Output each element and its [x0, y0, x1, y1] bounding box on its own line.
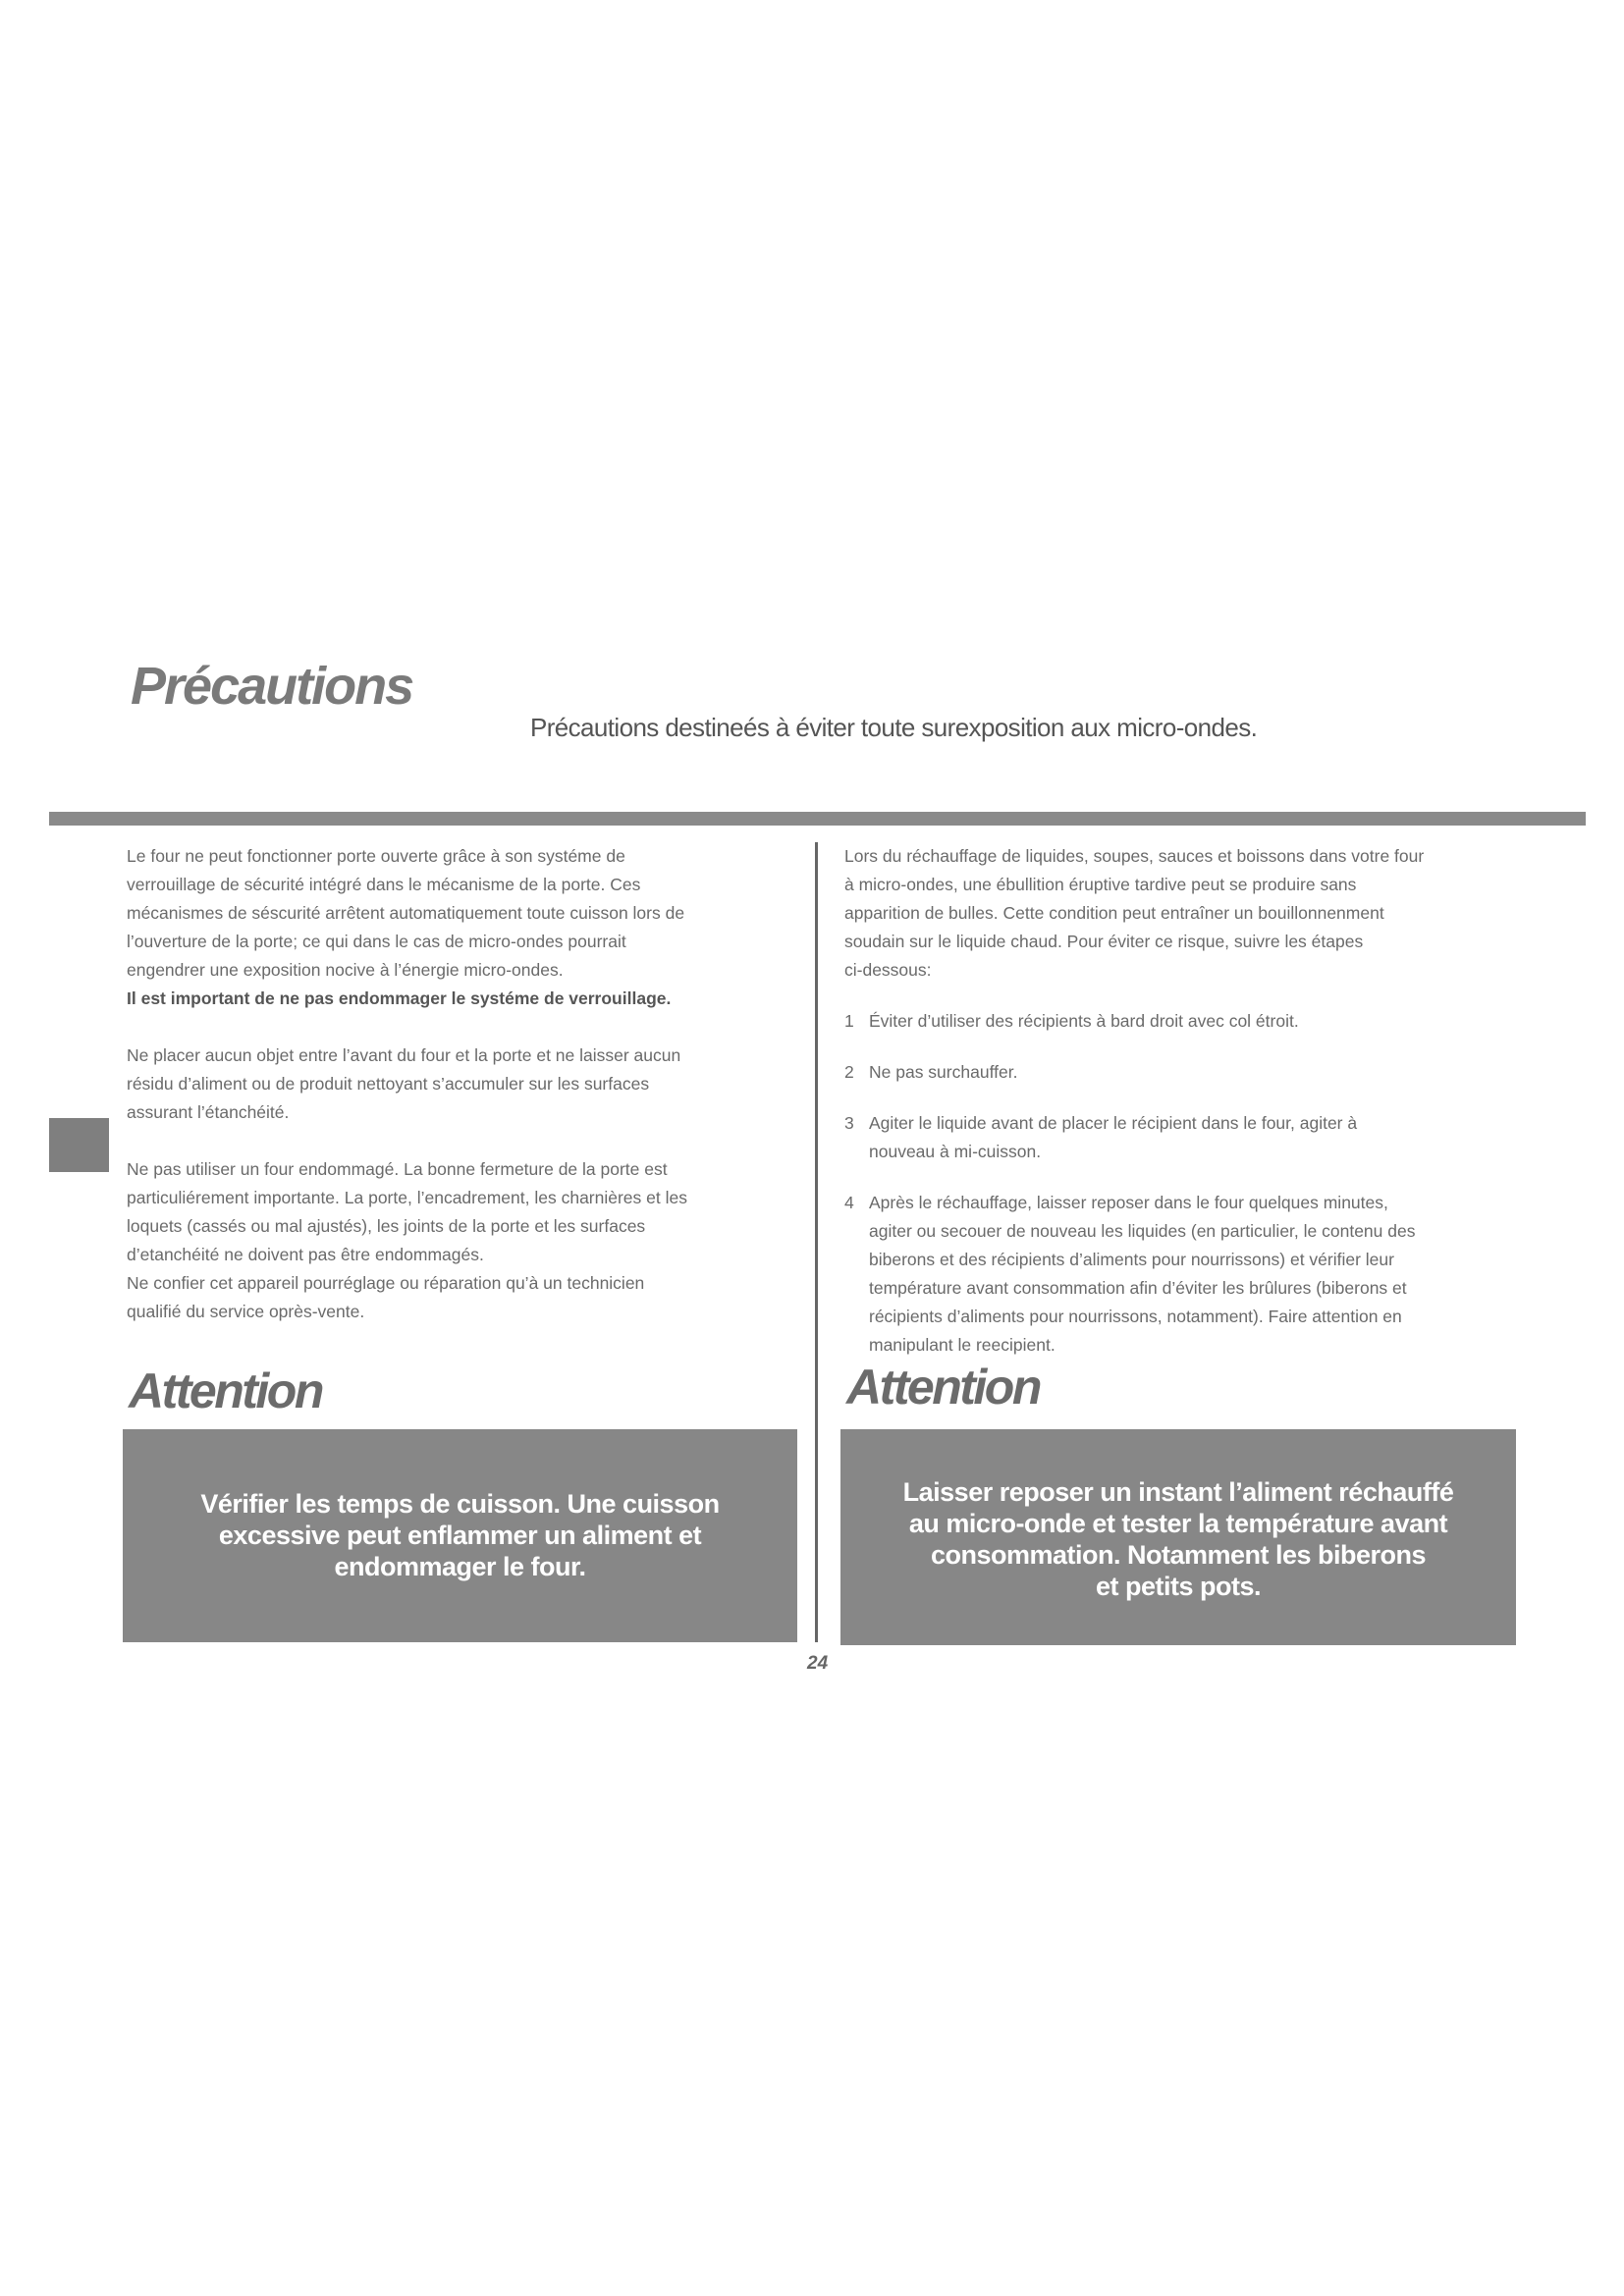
- left-column: [127, 842, 775, 1326]
- text-line: Éviter d’utiliser des récipients à bard droit avec col étroit.: [869, 1011, 1299, 1031]
- text-line: Vérifier les temps de cuisson. Une cuisson: [200, 1489, 720, 1519]
- text-line: Ne pas surchauffer.: [869, 1062, 1018, 1082]
- text-line: d’etanchéité ne doivent pas être endommagés.: [127, 1245, 484, 1264]
- text-line: à micro-ondes, une ébullition éruptive tardive peut se produire sans: [844, 875, 1357, 894]
- text-line: résidu d’aliment ou de produit nettoyant s’accumuler sur les surfaces: [127, 1074, 650, 1094]
- attention-box-left: [123, 1429, 797, 1642]
- text-line: excessive peut enflammer un aliment et: [218, 1521, 702, 1550]
- header-rule: [49, 812, 1586, 826]
- text-line: agiter ou secouer de nouveau les liquides (en particulier, le contenu des: [869, 1221, 1416, 1241]
- text-line: Ne confier cet appareil pourréglage ou réparation qu’à un technicien: [127, 1273, 645, 1293]
- text-line: engendrer une exposition nocive à l’énergie micro-ondes.: [127, 960, 564, 980]
- text-line: au micro-onde et tester la température avant: [908, 1509, 1448, 1538]
- text-line: Agiter le liquide avant de placer le récipient dans le four, agiter à: [869, 1113, 1358, 1133]
- text-line: Ne pas utiliser un four endommagé. La bonne fermeture de la porte est: [127, 1159, 668, 1179]
- text-line: qualifié du service oprès-vente.: [127, 1302, 365, 1321]
- page-subtitle: Précautions destineés à éviter toute surexposition aux micro-ondes.: [530, 713, 1258, 742]
- page-title: Précautions: [131, 657, 413, 716]
- text-line: particuliérement importante. La porte, l’encadrement, les charnières et les: [127, 1188, 687, 1207]
- step-number: 2: [844, 1062, 854, 1082]
- step-text: [869, 1109, 1512, 1166]
- left-paragraph-1: [127, 842, 775, 1013]
- step-number: 1: [844, 1011, 854, 1031]
- text-line: et petits pots.: [1095, 1572, 1261, 1601]
- right-intro: [844, 842, 1512, 985]
- text-line: ci-dessous:: [844, 960, 932, 980]
- page-number: 24: [807, 1653, 829, 1674]
- step-text: [869, 1058, 1512, 1087]
- attention-text-right: [884, 1476, 1473, 1645]
- step-text: [869, 1189, 1512, 1360]
- column-divider: [815, 842, 818, 1642]
- text-line: Laisser reposer un instant l’aliment réchauffé: [902, 1477, 1454, 1507]
- attention-box-right: [840, 1429, 1516, 1645]
- text-line: nouveau à mi-cuisson.: [869, 1142, 1042, 1161]
- text-line: mécanismes de séscurité arrêtent automatiquement toute cuisson lors de: [127, 903, 685, 923]
- steps-list: [844, 1007, 1512, 1360]
- text-line: Lors du réchauffage de liquides, soupes, sauces et boissons dans votre four: [844, 846, 1425, 866]
- attention-heading-right: Attention: [846, 1360, 1040, 1415]
- attention-text-left: [166, 1488, 755, 1642]
- text-line: température avant consommation afin d’éviter les brûlures (biberons et: [869, 1278, 1407, 1298]
- text-line: biberons et des récipients d’aliments pour nourrissons) et vérifier leur: [869, 1250, 1394, 1269]
- text-line: Le four ne peut fonctionner porte ouverte grâce à son systéme de: [127, 846, 625, 866]
- left-paragraph-2: [127, 1041, 775, 1127]
- text-line: verrouillage de sécurité intégré dans le mécanisme de la porte. Ces: [127, 875, 641, 894]
- text-line: l’ouverture de la porte; ce qui dans le cas de micro-ondes pourrait: [127, 932, 626, 951]
- attention-heading-left: Attention: [129, 1363, 322, 1418]
- list-item: [844, 1189, 1512, 1360]
- text-line: manipulant le reecipient.: [869, 1335, 1056, 1355]
- lock-warning-bold: Il est important de ne pas endommager le systéme de verrouillage.: [127, 988, 672, 1008]
- text-line: consommation. Notamment les biberons: [930, 1540, 1427, 1570]
- step-text: [869, 1007, 1512, 1036]
- text-line: Ne placer aucun objet entre l’avant du four et la porte et ne laisser aucun: [127, 1045, 681, 1065]
- text-line: assurant l’étanchéité.: [127, 1102, 290, 1122]
- left-paragraph-3: [127, 1155, 775, 1326]
- text-line: apparition de bulles. Cette condition peut entraîner un bouillonnenment: [844, 903, 1384, 923]
- list-item: [844, 1007, 1512, 1036]
- text-line: soudain sur le liquide chaud. Pour éviter ce risque, suivre les étapes: [844, 932, 1364, 951]
- text-line: récipients d’aliments pour nourrissons, notamment). Faire attention en: [869, 1307, 1402, 1326]
- text-line: Après le réchauffage, laisser reposer dans le four quelques minutes,: [869, 1193, 1388, 1212]
- right-column: [844, 842, 1512, 1360]
- list-item: [844, 1058, 1512, 1087]
- step-number: 3: [844, 1113, 854, 1133]
- section-tab-marker: [49, 1118, 109, 1172]
- text-line: loquets (cassés ou mal ajustés), les joints de la porte et les surfaces: [127, 1216, 646, 1236]
- list-item: [844, 1109, 1512, 1166]
- text-line: endommager le four.: [334, 1552, 586, 1581]
- step-number: 4: [844, 1193, 854, 1212]
